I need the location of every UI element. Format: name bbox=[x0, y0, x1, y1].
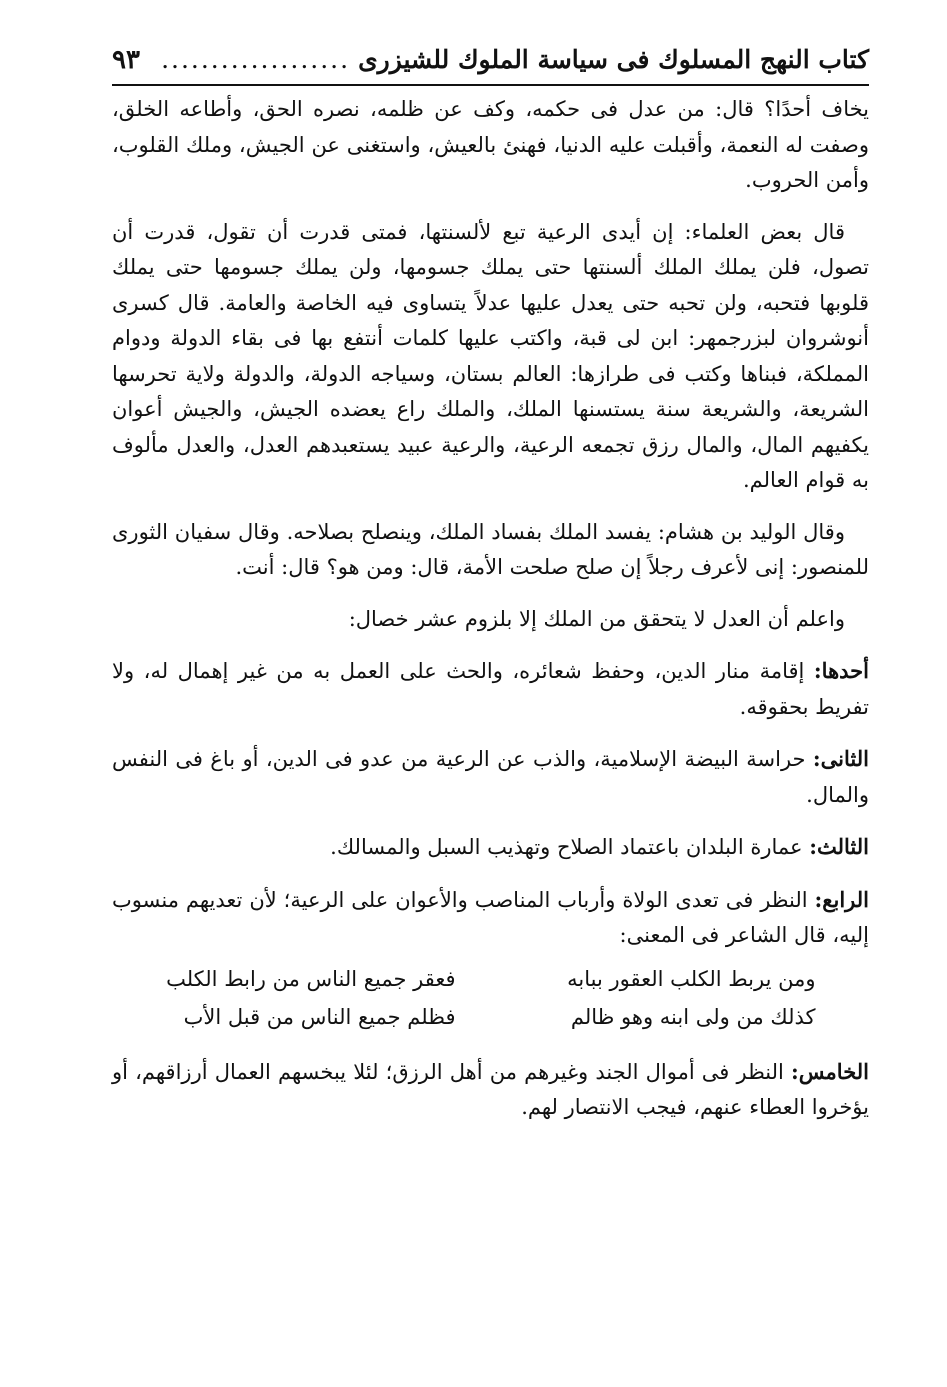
paragraph-text: وقال الوليد بن هشام: يفسد الملك بفساد الملك، وينصلح بصلاحه. وقال سفيان الثورى للمنصور: إنى لأعرف رجلاً إن صلح صلحت الأمة، قال: ومن هو؟ قال: أنت. bbox=[112, 519, 869, 579]
item-lead: أحدها: bbox=[813, 658, 869, 683]
header-title: كتاب النهج المسلوك فى سياسة الملوك للشيزرى bbox=[358, 45, 869, 74]
verse-line bbox=[112, 998, 869, 1036]
paragraph-text: إقامة منار الدين، وحفظ شعائره، والحث على العمل به من غير إهمال له، ولا تفريط بحقوقه. bbox=[112, 659, 869, 719]
paragraph-text: حراسة البيضة الإسلامية، والذب عن الرعية من عدو فى الدين، أو باغ فى النفس والمال. bbox=[112, 747, 869, 807]
paragraph-text: يخاف أحدًا؟ قال: من عدل فى حكمه، وكف عن ظلمه، نصره الحق، وأطاعه الخلق، وصفت له النعمة، وأقبلت عليه الدنيا، فهنئ بالعيش، واستغنى عن الجيش، وملك القلوب، وأمن الحروب. bbox=[112, 97, 869, 192]
paragraph-item-1 bbox=[112, 653, 869, 725]
verse-second-hemistich: فظلم جميع الناس من قبل الأب bbox=[183, 1004, 456, 1029]
running-header bbox=[112, 38, 869, 86]
item-lead: الثانى: bbox=[812, 746, 869, 771]
paragraph-1 bbox=[112, 92, 869, 199]
item-lead: الرابع: bbox=[814, 886, 869, 912]
paragraph-item-4 bbox=[112, 882, 869, 954]
paragraph-item-2 bbox=[112, 741, 869, 813]
paragraph-4 bbox=[112, 602, 869, 638]
poem-verses bbox=[112, 960, 869, 1036]
page-number: ٩٣ bbox=[112, 45, 140, 75]
paragraph-text: واعلم أن العدل لا يتحقق من الملك إلا بلزوم عشر خصال: bbox=[348, 606, 845, 631]
verse-first-hemistich: كذلك من ولى ابنه وهو ظالم bbox=[570, 1004, 816, 1029]
paragraph-3 bbox=[112, 515, 869, 586]
paragraph-text: قال بعض العلماء: إن أيدى الرعية تبع لألسنتها، فمتى قدرت أن تقول، قدرت أن تصول، فلن يملك الملك ألسنتها حتى يملك جسومها، ولن يملك جسومها حتى يملك قلوبها فتحبه، ولن تحبه حتى يعدل عليها عدلاً يتساوى فيه الخاصة والعامة. قال كسرى أنوشروان لبزرجمهر: ابن لى قبة، واكتب عليها كلمات أنتفع بها فى بقاء الدولة ودوام المملكة، فبناها وكتب فى طرازها: العالم بستان، وسياجه الدولة، والدولة ولاية تحرسها الشريعة، والشريعة سنة يستسنها الملك، والملك راع يعضده الجيش، والجيش أعوان يكفيهم المال، والمال رزق تجمعه الرعية، والرعية عبيد يستعبدهم العدل، والعدل مألوف به قوام العالم. bbox=[112, 219, 869, 492]
paragraph-text: النظر فى أموال الجند وغيرهم من أهل الرزق؛ لئلا يبخسهم العمال أرزاقهم، أو يؤخروا العطاء عنهم، فيجب الانتصار لهم. bbox=[112, 1059, 869, 1119]
paragraph-text: عمارة البلدان باعتماد الصلاح وتهذيب السبل والمسالك. bbox=[330, 835, 803, 859]
paragraph-item-5 bbox=[112, 1054, 869, 1126]
item-lead: الثالث: bbox=[809, 834, 869, 859]
verse-first-hemistich: ومن يربط الكلب العقور ببابه bbox=[567, 966, 816, 991]
header-leader-dots: ................... bbox=[161, 45, 351, 74]
paragraph-2 bbox=[112, 215, 869, 499]
paragraph-item-3 bbox=[112, 829, 869, 866]
item-lead: الخامس: bbox=[791, 1058, 869, 1084]
verse-second-hemistich: فعقر جميع الناس من رابط الكلب bbox=[166, 966, 456, 991]
verse-line bbox=[112, 960, 869, 998]
paragraph-text: النظر فى تعدى الولاة وأرباب المناصب والأعوان على الرعية؛ لأن تعديهم منسوب إليه، قال الشاعر فى المعنى: bbox=[112, 887, 869, 947]
